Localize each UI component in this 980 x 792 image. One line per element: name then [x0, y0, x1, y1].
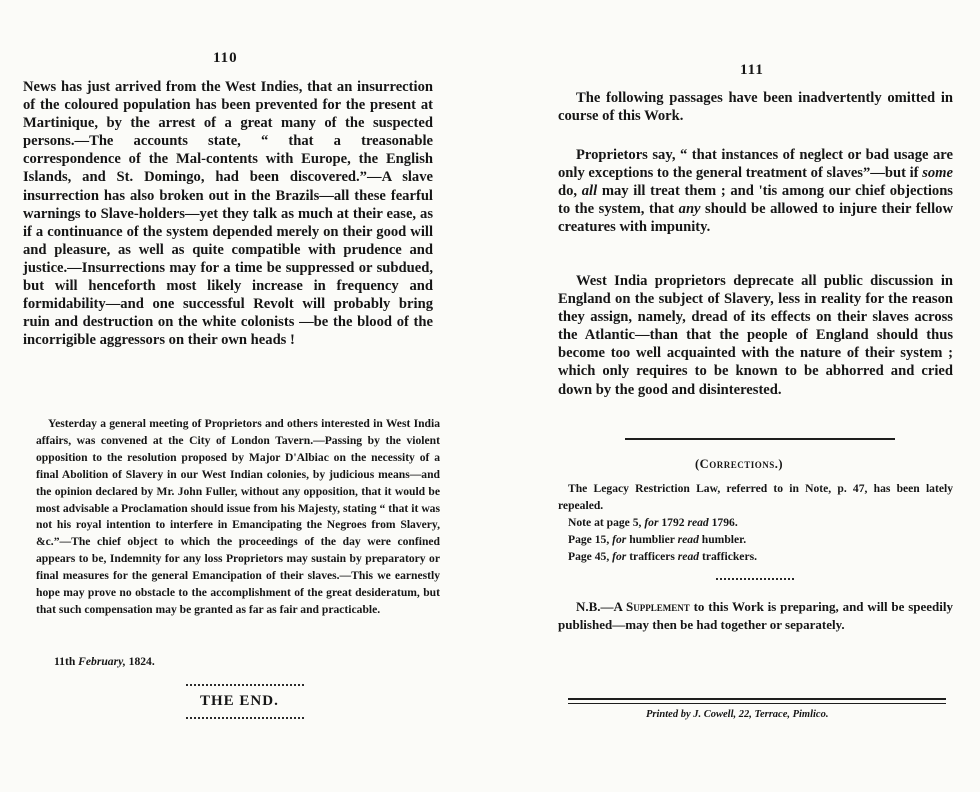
nb-note: N.B.—A Supplement to this Work is preparing, and will be speedily published—may then be had together or separately.	[558, 599, 953, 632]
printer-imprint: Printed by J. Cowell, 22, Terrace, Pimlico.	[646, 709, 829, 720]
section-rule	[625, 438, 895, 440]
page-number-left: 110	[213, 50, 238, 66]
correction-item: Page 15, for humblier read humbler.	[568, 532, 747, 546]
west-india-paragraph: West India proprietors deprecate all public discussion in England on the subject of Slavery, less in reality for the reason they assign, namely, dread of its effects on their slaves across the Atlantic—than that the people of England should thus become too well acquainted with the nature of their system ; which only requires to be known to be abhorred and cried down by the good and disinterested.	[558, 273, 953, 398]
right-paragraph-1	[558, 89, 953, 125]
date-day: 11th	[54, 655, 76, 668]
ornamental-rule-top	[186, 684, 304, 686]
ornamental-rule	[716, 578, 794, 580]
omitted-intro: The following passages have been inadvertently omitted in course of this Work.	[558, 90, 953, 125]
ornamental-rule-bottom	[186, 717, 304, 719]
the-end-heading: THE END.	[200, 693, 279, 709]
double-rule	[568, 698, 946, 704]
footnote-paragraph: Yesterday a general meeting of Proprietors and others interested in West India affairs, was convened at the City of London Tavern.—Passing by the violent opposition to the resolution proposed by Major D'Albiac on the necessity of a final Abolition of Slavery in our West Indian colonies, by judicious means—and the opinion declared by Mr. John Fuller, without any opposition, that it would be most advisable a Proclamation should issue from his Majesty, stating “ that it was not his royal intention to interfere in Emancipating the Negroes from Slavery, &c.”—The chief object to which the proceedings of the day were confined appears to be, Indemnity for any loss Proprietors may sustain by preparatory or final measures for the general Emancipation of their slaves.—This we earnestly hope may prove no obstacle to the accomplishment of the great desideratum, but that such compensation may be granted as far as fair and practicable.	[36, 417, 440, 616]
correction-item: Page 45, for trafficers read traffickers.	[568, 549, 758, 563]
right-page	[490, 0, 980, 792]
correction-item: The Legacy Restriction Law, referred to in Note, p. 47, has been lately repealed.	[558, 482, 953, 512]
proprietors-paragraph: Proprietors say, “ that instances of neglect or bad usage are only exceptions to the general treatment of slaves”—but if some do, all may ill treat them ; and 'tis among our chief objections to the system, that any should be allowed to injure their fellow creatures with impunity.	[558, 147, 953, 236]
page-number-right: 111	[740, 62, 764, 78]
corrections-list	[558, 481, 953, 566]
correction-item: Note at page 5, for 1792 read 1796.	[568, 515, 738, 529]
date-month: February,	[78, 655, 126, 668]
left-page	[0, 0, 470, 792]
note-date	[54, 655, 155, 668]
right-paragraph-3	[558, 272, 953, 399]
left-main-paragraph: News has just arrived from the West Indies, that an insurrection of the coloured population has been prevented for the present at Martinique, by the arrest of a great many of the suspected persons.—The accounts state, “ that a treasonable correspondence of the Mal-contents with Europe, the English Islands, and St. Domingo, had been discovered.”—A slave insurrection has also broken out in the Brazils—all these fearful warnings to Slave-holders—yet they talk as much at their ease, as if a continuance of the system depended merely on their good will and pleasure, as well as quite compatible with prudence and justice.—Insurrections may for a time be suppressed or subdued, but will henceforth most likely increase in frequency and formidability—and one successful Revolt will probably bring ruin and destruction on the white colonists —be the blood of the incorrigible aggressors on their own heads !	[23, 79, 433, 349]
date-year: 1824.	[128, 655, 155, 668]
corrections-heading: (Corrections.)	[695, 457, 783, 471]
right-paragraph-2	[558, 146, 953, 236]
left-footnote	[36, 416, 440, 619]
